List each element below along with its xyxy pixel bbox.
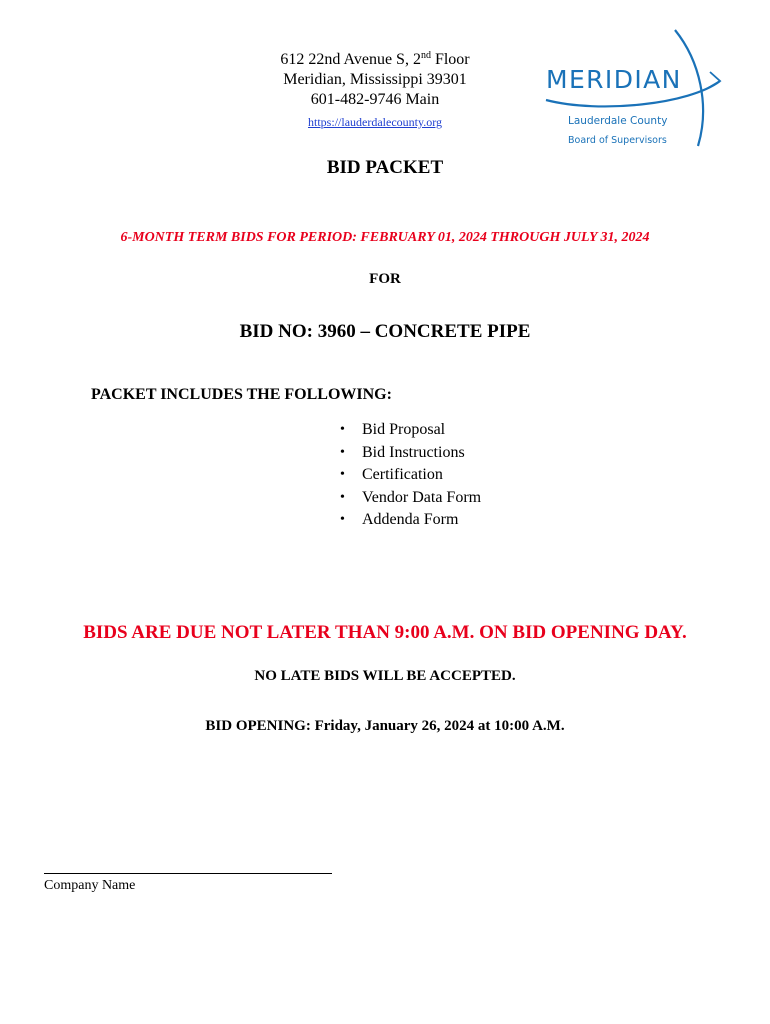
list-item: • Vendor Data Form bbox=[340, 487, 481, 510]
due-notice: BIDS ARE DUE NOT LATER THAN 9:00 A.M. ON BID OPENING DAY. bbox=[83, 622, 687, 643]
address-block bbox=[250, 50, 500, 132]
document-title: BID PACKET bbox=[326, 157, 444, 178]
list-item: • Bid Proposal bbox=[340, 419, 481, 442]
address-ordinal: nd bbox=[420, 50, 431, 61]
logo-board-text: Board of Supervisors bbox=[568, 135, 667, 146]
list-item: • Addenda Form bbox=[340, 509, 481, 532]
meridian-logo bbox=[540, 26, 730, 150]
address-street bbox=[250, 50, 500, 70]
address-floor-text: Floor bbox=[430, 51, 470, 68]
company-name-line bbox=[44, 873, 332, 874]
address-phone: 601-482-9746 Main bbox=[310, 91, 440, 108]
address-street-text: 612 22nd Avenue S, 2 bbox=[280, 51, 421, 68]
includes-list bbox=[340, 419, 481, 532]
website-link[interactable]: https://lauderdalecounty.org bbox=[308, 115, 442, 129]
bid-number: BID NO: 3960 – CONCRETE PIPE bbox=[239, 321, 531, 342]
late-notice: NO LATE BIDS WILL BE ACCEPTED. bbox=[254, 668, 516, 684]
includes-heading: PACKET INCLUDES THE FOLLOWING: bbox=[91, 386, 392, 403]
for-label: FOR bbox=[369, 271, 401, 287]
list-item: • Certification bbox=[340, 464, 481, 487]
company-name-label: Company Name bbox=[44, 878, 136, 893]
term-period: 6-MONTH TERM BIDS FOR PERIOD: FEBRUARY 01, 2024 THROUGH JULY 31, 2024 bbox=[120, 230, 650, 245]
logo-wordmark: MERIDIAN bbox=[546, 65, 682, 94]
bid-opening: BID OPENING: Friday, January 26, 2024 at 10:00 A.M. bbox=[205, 718, 565, 734]
address-city: Meridian, Mississippi 39301 bbox=[283, 71, 467, 88]
list-item: • Bid Instructions bbox=[340, 442, 481, 465]
logo-county-text: Lauderdale County bbox=[568, 115, 668, 127]
